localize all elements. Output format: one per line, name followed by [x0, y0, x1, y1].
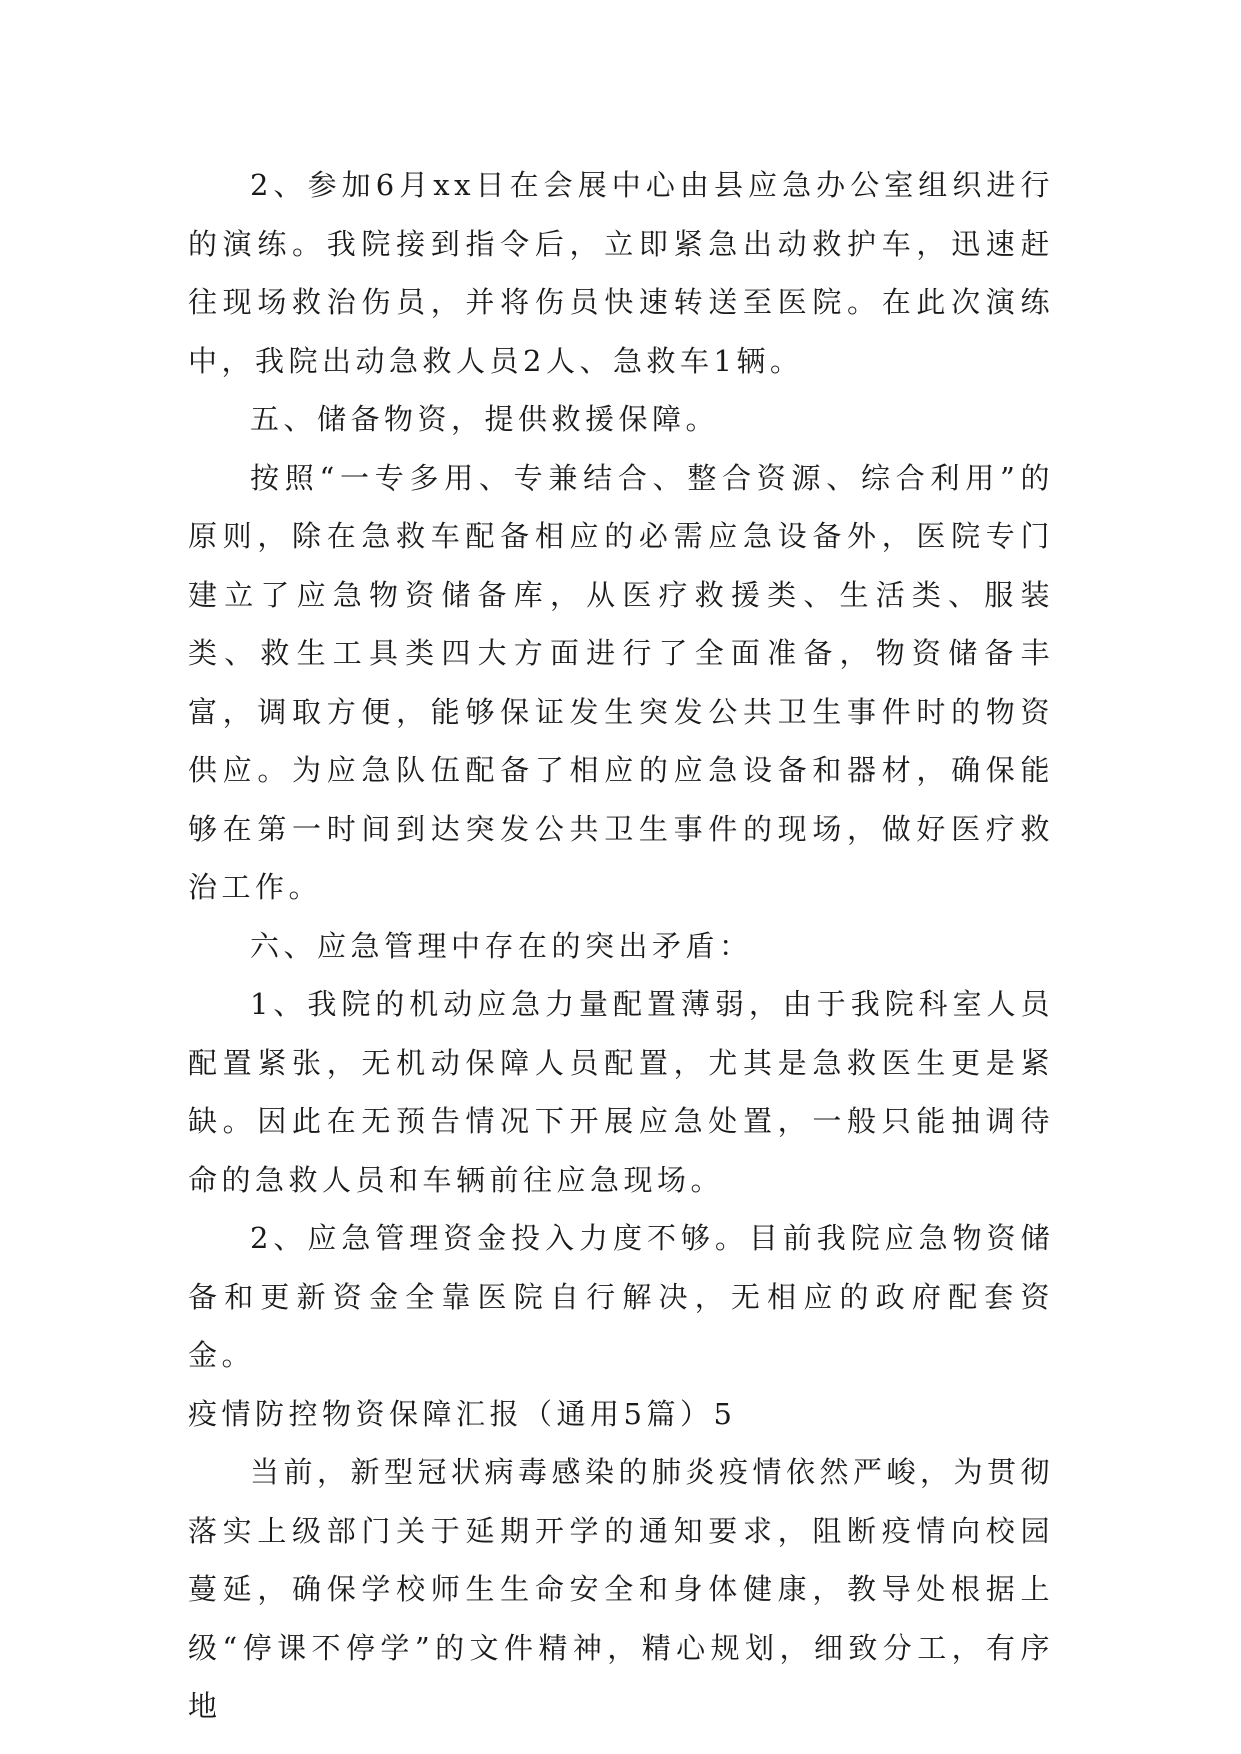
document-body [188, 156, 1054, 1736]
paragraph-reserve-principles: 按照“一专多用、专兼结合、整合资源、综合利用”的原则，除在急救车配备相应的必需应急设备外，医院专门建立了应急物资储备库，从医疗救援类、生活类、服装类、救生工具类四大方面进行了全面准备，物资储备丰富，调取方便，能够保证发生突发公共卫生事件时的物资供应。为应急队伍配备了相应的应急设备和器材，确保能够在第一时间到达突发公共卫生事件的现场，做好医疗救治工作。 [188, 460, 1054, 904]
article-title-line: 疫情防控物资保障汇报（通用5篇）5 [188, 1396, 737, 1431]
paragraph-problem-staffing: 1、我院的机动应急力量配置薄弱，由于我院科室人员配置紧张，无机动保障人员配置，尤其是急救医生更是紧缺。因此在无预告情况下开展应急处置，一般只能抽调待命的急救人员和车辆前往应急现场。 [188, 987, 1054, 1197]
section-heading-reserve-supplies: 五、储备物资，提供救援保障。 [250, 402, 720, 436]
paragraph-drill-report: 2、参加6月xx日在会展中心由县应急办公室组织进行的演练。我院接到指令后，立即紧急出动救护车，迅速赶往现场救治伤员，并将伤员快速转送至医院。在此次演练中，我院出动急救人员2人、急救车1辆。 [188, 168, 1054, 378]
section-heading-problems: 六、应急管理中存在的突出矛盾： [250, 928, 753, 963]
paragraph-problem-funding: 2、应急管理资金投入力度不够。目前我院应急物资储备和更新资金全靠医院自行解决，无相应的政府配套资金。 [188, 1221, 1054, 1372]
paragraph-school-epidemic: 当前，新型冠状病毒感染的肺炎疫情依然严峻，为贯彻落实上级部门关于延期开学的通知要求，阻断疫情向校园蔓延，确保学校师生生命安全和身体健康，教导处根据上级“停课不停学”的文件精神，精心规划，细致分工，有序地 [188, 1455, 1055, 1723]
